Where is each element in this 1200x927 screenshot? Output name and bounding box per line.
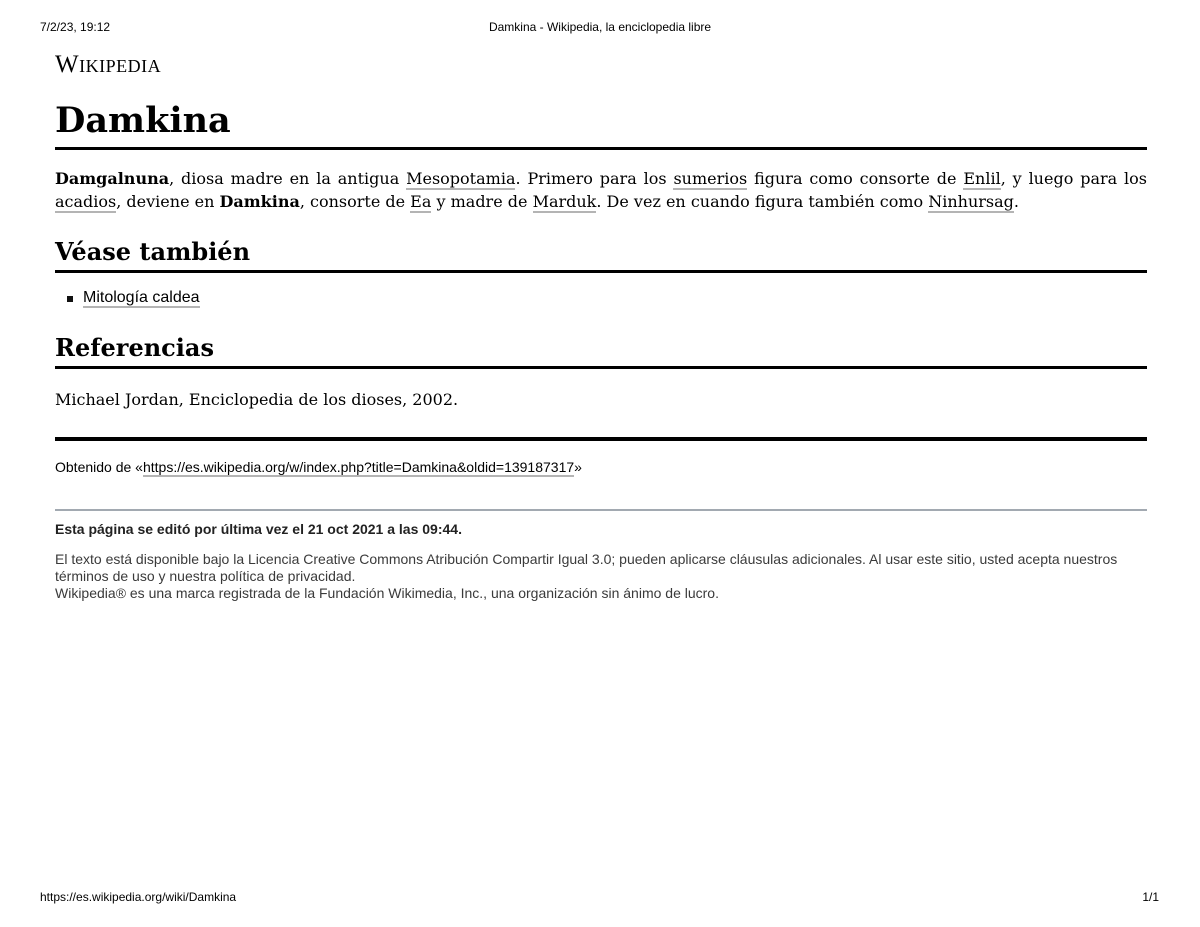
lead-text: figura como consorte de — [747, 169, 964, 188]
print-url: https://es.wikipedia.org/wiki/Damkina — [40, 890, 237, 904]
link-mitologia-caldea[interactable]: Mitología caldea — [83, 289, 200, 306]
list-item — [55, 287, 1147, 309]
license-text — [55, 551, 1147, 602]
lead-text: , deviene en — [116, 192, 220, 211]
link-ninhursag[interactable]: Ninhursag — [928, 192, 1014, 211]
lead-text: y madre de — [431, 192, 533, 211]
retrieved-suffix: » — [574, 459, 582, 475]
reference-text: Michael Jordan, Enciclopedia de los dioses, 2002. — [55, 390, 459, 409]
trademark-line: Wikipedia® es una marca registrada de la Fundación Wikimedia, Inc., una organización sin ánimo de lucro. — [55, 585, 719, 601]
link-mesopotamia[interactable]: Mesopotamia — [406, 169, 516, 188]
lead-text: . — [1013, 192, 1019, 211]
lead-text: , consorte de — [299, 192, 411, 211]
lead-text: . De vez en cuando figura también como — [596, 192, 929, 211]
see-also-list — [55, 287, 1147, 309]
page-title: Damkina — [55, 100, 1147, 150]
section-heading-references: Referencias — [55, 333, 1147, 369]
link-enlil[interactable]: Enlil — [963, 169, 1001, 188]
footer-divider — [55, 509, 1147, 511]
bullet-icon — [67, 296, 73, 302]
lead-text: , diosa madre en la antigua — [169, 169, 407, 188]
link-ea[interactable]: Ea — [410, 192, 432, 211]
retrieved-from — [55, 457, 1147, 477]
lead-text: , y luego para los — [1000, 169, 1148, 188]
license-line: El texto está disponible bajo la Licencia Creative Commons Atribución Compartir Igual 3.0; pueden aplicarse cláusulas adicionales. Al usar este sitio, usted acepta nuestros términos de uso y nuestra política de privacidad. — [55, 551, 1118, 584]
retrieved-url-link[interactable]: https://es.wikipedia.org/w/index.php?title=Damkina&oldid=139187317 — [142, 459, 575, 475]
print-doc-title: Damkina - Wikipedia, la enciclopedia libre — [488, 20, 712, 34]
print-header — [0, 20, 1200, 40]
print-page-number: 1/1 — [1142, 890, 1159, 904]
print-footer — [0, 890, 1200, 910]
link-marduk[interactable]: Marduk — [532, 192, 597, 211]
lead-paragraph — [55, 167, 1147, 213]
lead-bold-damkina: Damkina — [219, 192, 300, 211]
retrieved-prefix: Obtenido de « — [55, 459, 143, 475]
link-acadios[interactable]: acadios — [55, 192, 117, 211]
print-datetime: 7/2/23, 19:12 — [40, 20, 111, 34]
wikipedia-wordmark[interactable]: Wikipedia — [55, 51, 162, 78]
section-heading-see-also: Véase también — [55, 237, 1147, 273]
content-divider — [55, 437, 1147, 441]
lead-bold-name: Damgalnuna — [55, 169, 170, 188]
link-sumerios[interactable]: sumerios — [673, 169, 748, 188]
article-page — [55, 48, 1147, 602]
lead-text: . Primero para los — [515, 169, 674, 188]
last-modified: Esta página se editó por última vez el 21 oct 2021 a las 09:44. — [55, 521, 462, 537]
